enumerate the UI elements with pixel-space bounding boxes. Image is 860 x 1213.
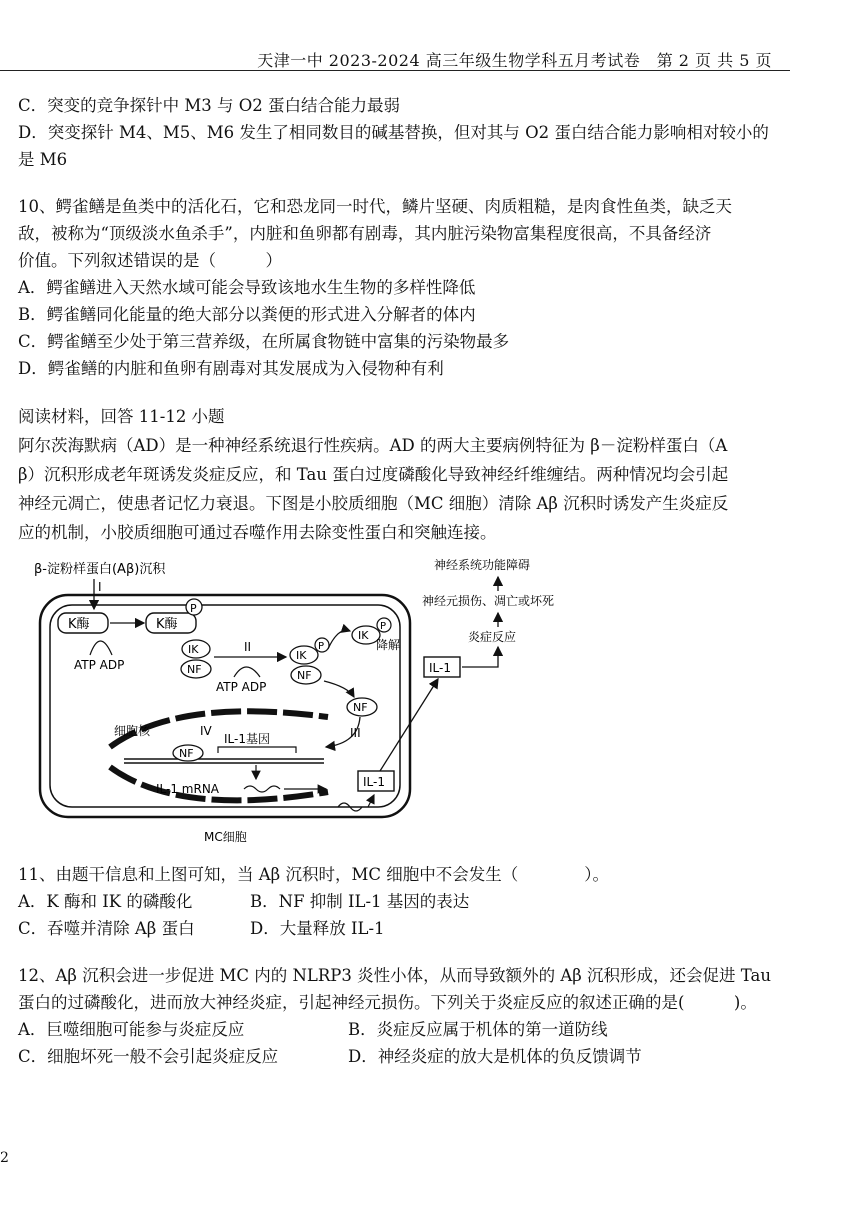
q12-option-d: D．神经炎症的放大是机体的负反馈调节 [348, 1047, 642, 1066]
page-header [0, 44, 790, 71]
q11-stem: 11、由题干信息和上图可知，当 Aβ 沉积时，MC 细胞中不会发生（ ）。 [18, 865, 609, 884]
inflammation-label: 炎症反应 [468, 630, 517, 644]
q11-options-row-1 [18, 888, 838, 915]
step-2-label: II [244, 640, 252, 654]
material-paragraph-3: 神经元凋亡，使患者记忆力衰退。下图是小胶质细胞（MC 细胞）清除 Aβ 沉积时诱发产生炎症反 [18, 494, 729, 513]
q10-option-d: D．鳄雀鳝的内脏和鱼卵有剧毒对其发展成为入侵物种有利 [18, 359, 444, 378]
q11-option-b: B．NF 抑制 IL-1 基因的表达 [250, 892, 470, 911]
q11-options-row-2 [18, 915, 838, 942]
mc-cell-label: MC细胞 [204, 830, 247, 844]
atp-adp-label-2: ATP ADP [216, 680, 267, 694]
neuron-damage-label: 神经元损伤、凋亡或坏死 [422, 594, 555, 608]
nerve-dysfunction-label: 神经系统功能障碍 [434, 558, 531, 572]
q10-option-b: B．鳄雀鳝同化能量的绝大部分以粪便的形式进入分解者的体内 [18, 305, 476, 324]
atp-adp-label-1: ATP ADP [74, 658, 125, 672]
ik-label-1: IK [188, 643, 199, 656]
q9-option-d-line1: D．突变探针 M4、M5、M6 发生了相同数目的碱基替换，但对其与 O2 蛋白结合能力影响相对较小的 [18, 123, 769, 142]
mc-cell-mechanism-diagram [28, 557, 648, 847]
q12-option-c: C．细胞坏死一般不会引起炎症反应 [18, 1047, 279, 1066]
page-content [18, 92, 838, 1070]
il1-mrna-label: IL-1 mRNA [156, 782, 220, 796]
phosphate-ik-1-label: P [318, 641, 325, 652]
q9-option-c: C．突变的竞争探针中 M3 与 O2 蛋白结合能力最弱 [18, 96, 401, 115]
step-3-label: III [350, 726, 361, 740]
k-enzyme-label: K酶 [68, 617, 90, 632]
q10-stem-2: 敌，被称为“顶级淡水鱼杀手”，内脏和鱼卵都有剧毒，其内脏污染物富集程度很高，不具备经济 [18, 224, 712, 243]
il1-outside-label: IL-1 [429, 661, 451, 675]
il1-gene-label: IL-1基因 [224, 732, 270, 746]
abeta-label: β-淀粉样蛋白(Aβ)沉积 [34, 562, 166, 577]
material-paragraph-4: 应的机制，小胶质细胞可通过吞噬作用去除变性蛋白和突触连接。 [18, 523, 497, 542]
q10-stem-1: 10、鳄雀鳝是鱼类中的活化石，它和恐龙同一时代，鳞片坚硬、肉质粗糙，是肉食性鱼类，缺乏天 [18, 197, 732, 216]
phosphate-ik-2-label: P [380, 621, 387, 632]
nf-label-3: NF [353, 701, 368, 714]
il1-inside-label: IL-1 [363, 775, 385, 789]
degrade-label: 降解 [376, 638, 401, 652]
ik-label-2: IK [296, 649, 307, 662]
nucleus-label: 细胞核 [114, 724, 151, 738]
material-paragraph-1: 阿尔茨海默病（AD）是一种神经系统退行性疾病。AD 的两大主要病例特征为 β－淀粉样蛋白（A [18, 436, 728, 455]
q11-option-a: A．K 酶和 IK 的磷酸化 [18, 892, 193, 911]
question-11 [18, 861, 838, 942]
q12-option-b: B．炎症反应属于机体的第一道防线 [348, 1020, 608, 1039]
page-edge-mark: 2 [0, 1150, 9, 1166]
step-1-label: I [98, 580, 102, 594]
q12-options-row-2 [18, 1043, 838, 1070]
material-paragraph-2: β）沉积形成老年斑诱发炎症反应，和 Tau 蛋白过度磷酸化导致神经纤维缠结。两种情况均会引起 [18, 465, 729, 484]
q12-stem-1: 12、Aβ 沉积会进一步促进 MC 内的 NLRP3 炎性小体，从而导致额外的 Aβ 沉积形成，还会促进 Tau [18, 966, 771, 985]
q12-stem-2: 蛋白的过磷酸化，进而放大神经炎症，引起神经元损伤。下列关于炎症反应的叙述正确的是( )。 [18, 993, 757, 1012]
q11-option-c: C．吞噬并清除 Aβ 蛋白 [18, 919, 195, 938]
question-12 [18, 962, 838, 1070]
exam-title: 天津一中 2023-2024 高三年级生物学科五月考试卷 第 2 页 共 5 页 [257, 51, 772, 70]
question-10 [18, 193, 838, 382]
step-4-label: IV [200, 724, 212, 738]
q12-options-row-1 [18, 1016, 838, 1043]
q9-option-d-line2: 是 M6 [18, 150, 68, 169]
phosphate-k-label: P [190, 602, 197, 615]
q12-option-a: A．巨噬细胞可能参与炎症反应 [18, 1020, 245, 1039]
nf-label-1: NF [187, 663, 202, 676]
q10-stem-3: 价值。下列叙述错误的是（ ） [18, 251, 282, 270]
q10-option-c: C．鳄雀鳝至少处于第三营养级，在所属食物链中富集的污染物最多 [18, 332, 510, 351]
nf-label-4: NF [179, 747, 194, 760]
ik-label-3: IK [358, 629, 369, 642]
k-enzyme-p-label: K酶 [156, 617, 178, 632]
q11-option-d: D．大量释放 IL-1 [250, 919, 385, 938]
nf-label-2: NF [297, 669, 312, 682]
q10-option-a: A．鳄雀鳝进入天然水域可能会导致该地水生生物的多样性降低 [18, 278, 476, 297]
material-intro: 阅读材料，回答 11-12 小题 [18, 407, 225, 426]
reading-material [18, 402, 838, 547]
